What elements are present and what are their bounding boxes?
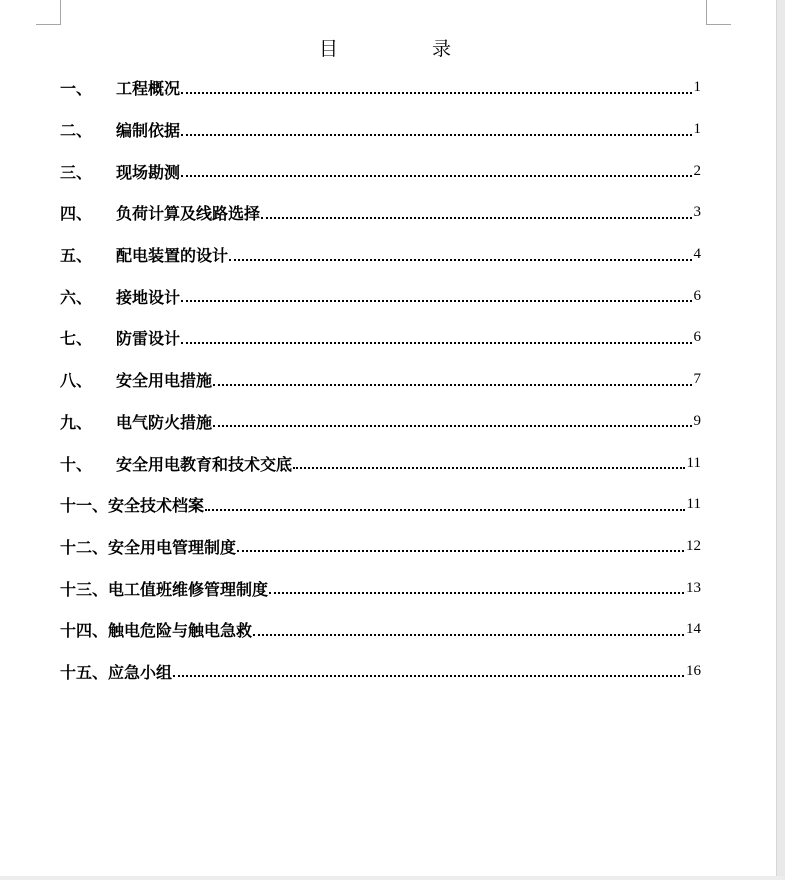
toc-entry-page: 11 xyxy=(686,454,701,471)
toc-entry[interactable] xyxy=(60,526,701,568)
toc-dot-leader xyxy=(253,634,684,636)
toc-entry[interactable] xyxy=(60,275,701,317)
toc-entry-page: 13 xyxy=(686,579,701,596)
toc-entry-number: 九、 xyxy=(60,412,93,432)
toc-entry-number: 十五、 xyxy=(60,662,109,682)
toc-entry-number: 十四、 xyxy=(60,621,109,641)
toc-entry[interactable] xyxy=(60,484,701,526)
toc-dot-leader xyxy=(213,425,691,427)
margin-corner-mark-top-left xyxy=(36,0,61,25)
toc-entry-number: 四、 xyxy=(60,204,93,224)
toc-entry-page: 9 xyxy=(693,412,701,429)
toc-entry-number: 七、 xyxy=(60,329,93,349)
toc-entry-number: 十三、 xyxy=(60,579,109,599)
toc-entry-page: 11 xyxy=(686,496,701,513)
toc-entry-number: 十、 xyxy=(60,454,93,474)
toc-entry-page: 6 xyxy=(693,287,701,304)
toc-entry-title: 电气防火措施 xyxy=(116,412,213,432)
margin-corner-mark-top-right xyxy=(706,0,731,25)
toc-entry[interactable] xyxy=(60,401,701,443)
page-gutter-bottom xyxy=(0,876,785,880)
toc-entry-number: 五、 xyxy=(60,246,93,266)
toc-entry-page: 16 xyxy=(686,662,701,679)
toc-entry-number: 八、 xyxy=(60,371,93,391)
toc-entry[interactable] xyxy=(60,150,701,192)
toc-entry-page: 3 xyxy=(693,204,701,221)
toc-entry-page: 7 xyxy=(693,371,701,388)
toc-dot-leader xyxy=(261,217,691,219)
page-gutter-right xyxy=(776,0,785,880)
toc-entry-title: 安全用电管理制度 xyxy=(108,537,237,557)
toc-dot-leader xyxy=(181,92,691,94)
toc-entry-page: 12 xyxy=(686,537,701,554)
toc-entry-number: 二、 xyxy=(60,121,93,141)
toc-entry[interactable] xyxy=(60,67,701,109)
toc-entry-page: 1 xyxy=(693,121,701,138)
toc-dot-leader xyxy=(237,550,684,552)
toc-entry-title: 应急小组 xyxy=(108,662,173,682)
toc-entry-title: 电工值班维修管理制度 xyxy=(108,579,269,599)
toc-dot-leader xyxy=(173,675,684,677)
toc-dot-leader xyxy=(229,259,691,261)
toc-entry-page: 1 xyxy=(693,79,701,96)
toc-dot-leader xyxy=(205,509,685,511)
toc-entry-number: 三、 xyxy=(60,162,93,182)
toc-entry-title: 现场勘测 xyxy=(116,162,181,182)
toc-entry-title: 安全用电措施 xyxy=(116,371,213,391)
toc-entry-page: 6 xyxy=(693,329,701,346)
toc-entry[interactable] xyxy=(60,442,701,484)
table-of-contents xyxy=(60,67,701,692)
toc-dot-leader xyxy=(181,342,691,344)
toc-entry[interactable] xyxy=(60,359,701,401)
toc-entry-title: 防雷设计 xyxy=(116,329,181,349)
toc-dot-leader xyxy=(213,384,691,386)
toc-entry-title: 编制依据 xyxy=(116,121,181,141)
toc-entry-page: 14 xyxy=(686,621,701,638)
toc-entry-title: 安全技术档案 xyxy=(108,496,205,516)
toc-entry[interactable] xyxy=(60,651,701,693)
toc-entry-number: 十一、 xyxy=(60,496,109,516)
toc-entry[interactable] xyxy=(60,609,701,651)
toc-dot-leader xyxy=(181,300,691,302)
toc-entry-page: 2 xyxy=(693,162,701,179)
toc-entry-title: 配电装置的设计 xyxy=(116,246,229,266)
toc-dot-leader xyxy=(293,467,685,469)
toc-entry-number: 十二、 xyxy=(60,537,109,557)
toc-entry-number: 六、 xyxy=(60,287,93,307)
toc-entry-title: 工程概况 xyxy=(116,79,181,99)
toc-entry[interactable] xyxy=(60,109,701,151)
toc-entry-page: 4 xyxy=(693,246,701,263)
toc-dot-leader xyxy=(181,134,691,136)
toc-entry-title: 安全用电教育和技术交底 xyxy=(116,454,293,474)
toc-entry-title: 触电危险与触电急救 xyxy=(108,621,253,641)
toc-entry-title: 负荷计算及线路选择 xyxy=(116,204,261,224)
toc-entry[interactable] xyxy=(60,234,701,276)
toc-entry-title: 接地设计 xyxy=(116,287,181,307)
toc-dot-leader xyxy=(181,175,691,177)
toc-entry[interactable] xyxy=(60,567,701,609)
toc-entry[interactable] xyxy=(60,317,701,359)
toc-title: 目 录 xyxy=(318,38,496,60)
toc-dot-leader xyxy=(269,592,684,594)
toc-entry-number: 一、 xyxy=(60,79,93,99)
toc-entry[interactable] xyxy=(60,192,701,234)
